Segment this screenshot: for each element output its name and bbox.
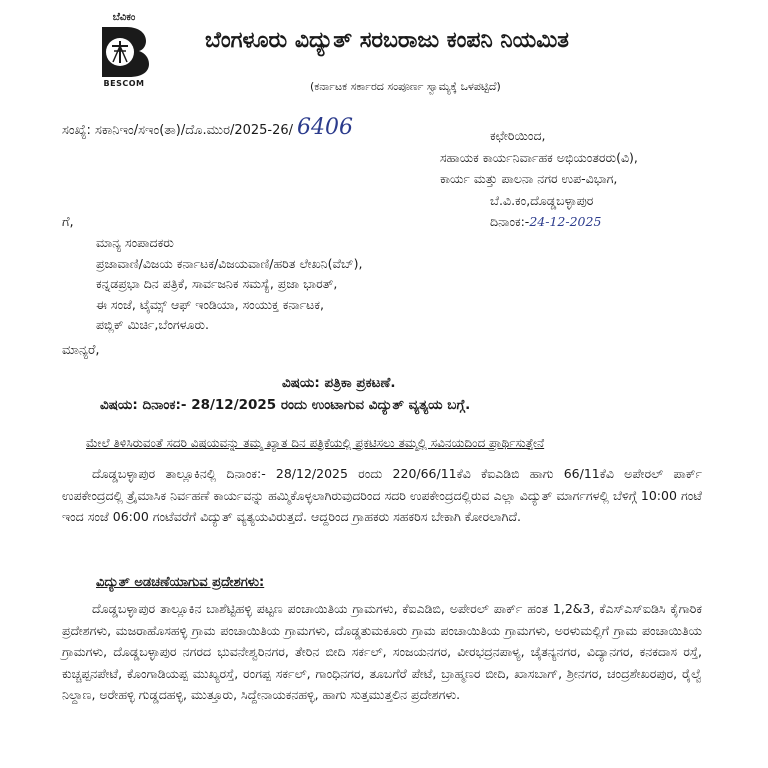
bescom-logo <box>88 12 160 92</box>
recipient-line: ಈ ಸಂಜೆ, ಟೈಮ್ಸ್ ಆಫ್ ಇಂಡಿಯಾ, ಸಂಯುಕ್ತ ಕರ್ನಾಟಕ, <box>96 296 324 312</box>
areas-heading: ವಿದ್ಯುತ್ ಅಡಚಣೆಯಾಗುವ ಪ್ರದೇಶಗಳು: <box>96 575 265 590</box>
office-address <box>440 125 638 233</box>
recipient-address <box>96 233 362 336</box>
bescom-b-icon <box>96 25 152 79</box>
reference-label: ಸಂಖ್ಯೆ: ಸಕಾನಿಇಂ/ಸಇಂ(ತಾ)/ದೊ.ಮುರ/2025-26/ <box>62 123 294 138</box>
subject-heading: ವಿಷಯ: ಪತ್ರಿಕಾ ಪ್ರಕಟಣೆ. <box>282 375 396 391</box>
recipient-line: ಕನ್ನಡಪ್ರಭಾ ದಿನ ಪತ್ರಿಕೆ, ಸಾರ್ವಜನಿಕ ಸಮಸ್ಯೆ, ಪ್ರಜಾ ಭಾರತ್, <box>96 276 338 291</box>
recipient-line: ಮಾನ್ಯ ಸಂಪಾದಕರು <box>96 235 174 250</box>
to-label: ಗೆ, <box>62 215 74 230</box>
reference-number <box>62 115 353 140</box>
date-label: ದಿನಾಂಕ:- <box>490 214 530 229</box>
office-line: ಸಹಾಯಕ ಕಾರ್ಯನಿರ್ವಾಹಕ ಅಭಿಯಂತರರು(ವಿ), <box>440 149 638 165</box>
date-value: 24-12-2025 <box>529 214 602 229</box>
recipient-line: ಪ್ರಜಾವಾಣಿ/ವಿಜಯ ಕರ್ನಾಟಕ/ವಿಜಯವಾಣಿ/ಹರಿತ ಲೇಖನಿ(ವೆಬ್), <box>96 255 363 271</box>
request-line: ಮೇಲೆ ತಿಳಿಸಿರುವಂತೆ ಸದರಿ ವಿಷಯವನ್ನು ತಮ್ಮ ಖ್ಯಾತ ದಿನ ಪತ್ರಿಕೆಯಲ್ಲಿ ಪ್ರಕಟಿಸಲು ತಮ್ಮಲ್ಲಿ ಸವಿನಯದಿಂದ ಪ್ರಾರ್ಥಿಸುತ್ತೇನೆ <box>86 436 545 450</box>
recipient-line: ಪಬ್ಲಿಕ್ ಮಿರ್ಚಿ,ಬೆಂಗಳೂರು. <box>96 317 210 332</box>
office-line: ಕಛೇರಿಯಿಂದ, <box>490 128 546 143</box>
office-line: ಕಾರ್ಯ ಮತ್ತು ಪಾಲನಾ ನಗರ ಉಪ-ವಿಭಾಗ, <box>440 171 618 186</box>
office-line: ಬೆ.ವಿ.ಕಂ,ದೊಡ್ಡಬಳ್ಳಾಪುರ <box>490 192 594 208</box>
body-paragraph: ದೊಡ್ಡಬಳ್ಳಾಪುರ ತಾಲ್ಲೂಕಿನಲ್ಲಿ ದಿನಾಂಕ:- 28/12/2025 ರಂದು 220/66/11ಕೆವಿ ಕೆಐಎಡಿಬಿ ಹಾಗು 66/11ಕೆವಿ ಅಪೇರಲ್ ಪಾರ್ಕ್ ಉಪಕೇಂದ್ರದಲ್ಲಿ ತ್ರೈಮಾಸಿಕ ನಿರ್ವಹಣೆ ಕಾರ್ಯವನ್ನು ಹಮ್ಮಿಕೊಳ್ಳಲಾಗಿರುವುದರಿಂದ ಸದರಿ ಉಪಕೇಂದ್ರದಲ್ಲಿರುವ ಎಲ್ಲಾ ವಿದ್ಯುತ್ ಮಾರ್ಗಗಳಲ್ಲಿ ಬೆಳಿಗ್ಗೆ 10:00 ಗಂಟೆ ಇಂದ ಸಂಜೆ 06:00 ಗಂಟೆವರೆಗೆ ವಿದ್ಯುತ್ ವ್ಯತ್ಯಯವಿರುತ್ತದೆ. ಆದ್ದರಿಂದ ಗ್ರಾಹಕರು ಸಹಕರಿಸ ಬೇಕಾಗಿ ಕೋರಲಾಗಿದೆ. <box>62 466 702 524</box>
areas-paragraph: ದೊಡ್ಡಬಳ್ಳಾಪುರ ತಾಲ್ಲೂಕಿನ ಬಾಶೆಟ್ಟಿಹಳ್ಳಿ ಪಟ್ಟಣ ಪಂಚಾಯಿತಿಯ ಗ್ರಾಮಗಳು, ಕೆಐಎಡಿಬಿ, ಅಪೇರಲ್ ಪಾರ್ಕ್ ಹಂತ 1,2&3, ಕೆಎಸ್ಎಸ್ಐಡಿಸಿ ಕೈಗಾರಿಕ ಪ್ರದೇಶಗಳು, ಮಜರಾಹೊಸಹಳ್ಳಿ ಗ್ರಾಮ ಪಂಚಾಯಿತಿಯ ಗ್ರಾಮಗಳು, ದೊಡ್ಡತುಮಕೂರು ಗ್ರಾಮ ಪಂಚಾಯಿತಿಯ ಗ್ರಾಮಗಳು, ಅರಳುಮಲ್ಲಿಗೆ ಗ್ರಾಮ ಪಂಚಾಯಿತಿಯ ಗ್ರಾಮಗಳು, ದೊಡ್ಡಬಳ್ಳಾಪುರ ನಗರದ ಭುವನೇಶ್ವರಿನಗರ, ತೇರಿನ ಬೀದಿ ಸರ್ಕಲ್, ಸಂಜಯನಗರ, ವೀರಭದ್ರನಪಾಳ್ಯ, ಚೈತನ್ಯನಗರ, ವಿದ್ಯಾನಗರ, ಕನಕದಾಸ ರಸ್ತೆ, ಕುಚ್ಚಪ್ಪನಪೇಟೆ, ಕೊಂಗಾಡಿಯಪ್ಪ ಮುಖ್ಯರಸ್ತೆ, ರಂಗಪ್ಪ ಸರ್ಕಲ್, ಗಾಂಧಿನಗರ, ತೂಬಗೆರೆ ಪೇಟೆ, ಬ್ರಾಹ್ಮಣರ ಬೀದಿ, ಖಾಸಬಾಗ್, ಶ್ರೀನಗರ, ಚಂದ್ರಶೇಖರಪುರ, ರೈಲ್ವೆ ನಿಲ್ದಾಣ, ಅರೇಹಳ್ಳಿ ಗುಡ್ಡದಹಳ್ಳಿ, ಮುತ್ತೂರು, ಸಿದ್ದೇನಾಯಕನಹಳ್ಳಿ, ಹಾಗು ಸುತ್ತಮುತ್ತಲಿನ ಪ್ರದೇಶಗಳು. <box>62 601 702 702</box>
subject-line: ವಿಷಯ: ದಿನಾಂಕ:- 28/12/2025 ರಂದು ಉಂಟಾಗುವ ವಿದ್ಯುತ್ ವ್ಯತ್ಯಯ ಬಗ್ಗೆ. <box>100 397 471 413</box>
logo-bottom-text: BESCOM <box>103 79 145 88</box>
letter-date <box>440 211 638 233</box>
company-name: ಬೆಂಗಳೂರು ವಿದ್ಯುತ್ ಸರಬರಾಜು ಕಂಪನಿ ನಿಯಮಿತ <box>205 28 569 53</box>
company-subtitle: (ಕರ್ನಾಟಕ ಸರ್ಕಾರದ ಸಂಪೂರ್ಣ ಸ್ವಾಮ್ಯಕ್ಕೆ ಒಳಪಟ್ಟಿದೆ) <box>310 80 501 93</box>
salutation: ಮಾನ್ಯರೆ, <box>62 343 100 358</box>
logo-top-text: ಬೆವಿಕಂ <box>112 12 136 23</box>
reference-handwritten-number: 6406 <box>297 115 354 140</box>
